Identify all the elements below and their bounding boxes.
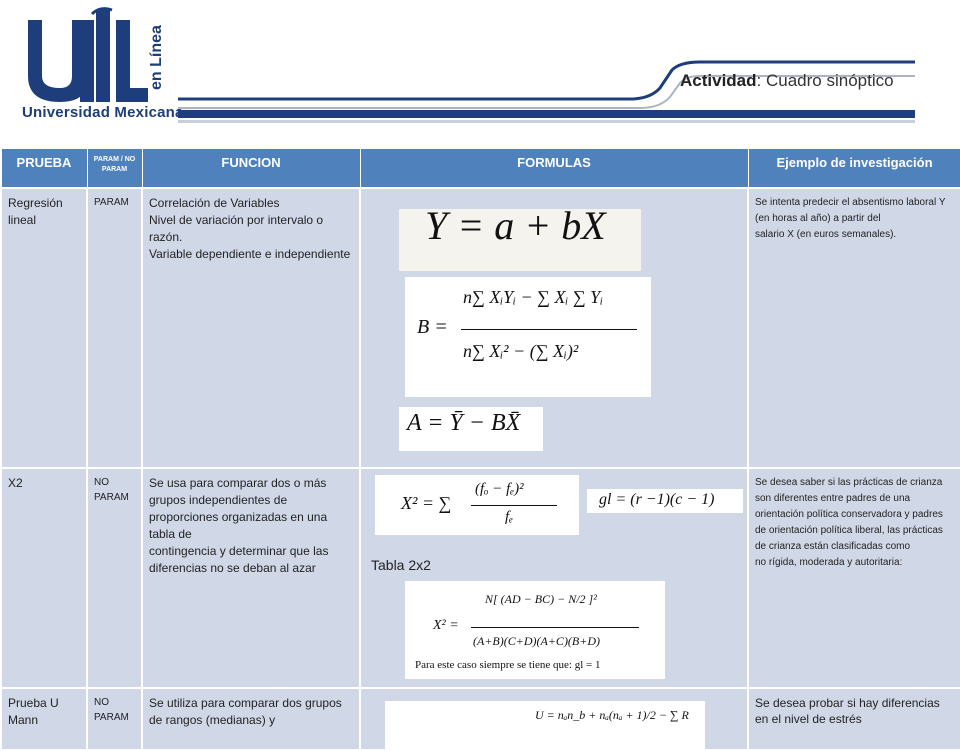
cell-param: NO PARAM (87, 468, 142, 688)
formula-image-chi-square: X² = ∑ (fₒ − fₑ)² fₑ (375, 475, 579, 535)
cell-formulas (360, 688, 748, 750)
tabla-label: Tabla 2x2 (371, 557, 431, 573)
table-header-row (1, 149, 960, 189)
cell-param: PARAM (87, 188, 142, 468)
formula-image-mann-whitney: U = nₐn_b + nₐ(nₐ + 1)/2 − ∑ R (385, 701, 705, 749)
table-row (1, 688, 960, 750)
synoptic-table (0, 148, 960, 751)
formula-image-degrees-freedom: gl = (r −1)(c − 1) (587, 489, 743, 513)
cell-funcion: Se usa para comparar dos o más grupos independientes de proporciones organizadas en una tabla de contingencia y determinar que las diferencias no se deban al azar (142, 468, 360, 688)
table-row (1, 188, 960, 468)
formula-image-chi-2x2: X² = N[ (AD − BC) − N/2 ]² (A+B)(C+D)(A+C)(B+D) Para este caso siempre se tiene que: gl = 1 (405, 581, 665, 679)
cell-prueba: Prueba U Mann (1, 688, 87, 750)
header (0, 0, 960, 148)
table-row (1, 468, 960, 688)
cell-prueba: X2 (1, 468, 87, 688)
cell-ejemplo: Se desea probar si hay diferencias en el nivel de estrés (748, 688, 960, 750)
cell-formulas (360, 188, 748, 468)
en-linea-label: en Línea (148, 25, 165, 90)
header-prueba: PRUEBA (1, 149, 87, 189)
cell-funcion: Se utiliza para comparar dos grupos de rangos (medianas) y (142, 688, 360, 750)
cell-ejemplo: Se intenta predecir el absentismo laboral Y (en horas al año) a partir del salario X (en euros semanales). (748, 188, 960, 468)
cell-param: NO PARAM (87, 688, 142, 750)
cell-prueba: Regresión lineal (1, 188, 87, 468)
cell-ejemplo: Se desea saber si las prácticas de crianza son diferentes entre padres de una orientación política conservadora y padres de orientación política liberal, las prácticas de crianza están clasificadas como no rígida, moderada y autoritaria: (748, 468, 960, 688)
header-formulas: FORMULAS (360, 149, 748, 189)
formula-image-intercept: A = Ȳ − BX̄ (399, 407, 543, 451)
cell-funcion: Correlación de Variables Nivel de variación por intervalo o razón. Variable dependiente e independiente (142, 188, 360, 468)
formula-image-slope: B = n∑ XᵢYᵢ − ∑ Xᵢ ∑ Yᵢ n∑ Xᵢ² − (∑ Xᵢ)² (405, 277, 651, 397)
header-param: PARAM / NO PARAM (87, 149, 142, 189)
header-ejemplo: Ejemplo de investigación (748, 149, 960, 189)
activity-title: Actividad: Cuadro sinóptico (680, 71, 894, 90)
header-funcion: FUNCION (142, 149, 360, 189)
brand-name: Universidad Mexicana (22, 104, 184, 121)
formula-image-regression: Y = a + bX (399, 209, 641, 271)
cell-formulas (360, 468, 748, 688)
